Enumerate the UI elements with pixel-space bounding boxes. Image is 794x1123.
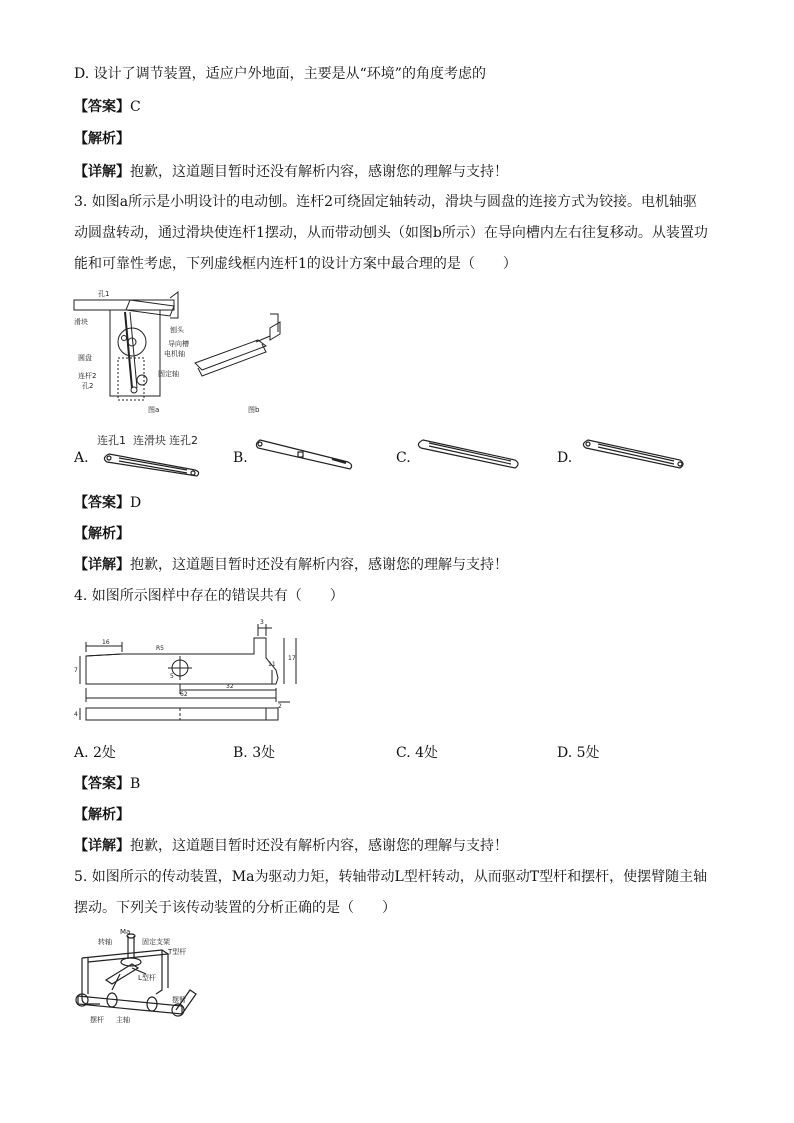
q5-figure xyxy=(72,928,202,1024)
answer-value: B xyxy=(130,776,141,792)
dim-32: 32 xyxy=(226,683,234,690)
fig-label-fixed-shaft: 固定轴 xyxy=(158,370,179,378)
dim-r5: R5 xyxy=(156,645,164,652)
q3-analysis-tag: 【解析】 xyxy=(74,526,130,542)
detail-tag: 【详解】 xyxy=(74,557,130,573)
dim-62: 62 xyxy=(180,691,188,698)
q3-answer-row xyxy=(74,493,141,513)
q3-option-b-label[interactable]: B. xyxy=(233,450,248,466)
dim-5: 5 xyxy=(170,673,174,680)
q4-detail-row xyxy=(74,836,508,856)
fig5-label-arm: 摆臂 xyxy=(172,996,186,1004)
fig-label-disc: 圆盘 xyxy=(78,354,92,362)
dim-2: 2 xyxy=(278,703,282,710)
answer-tag: 【答案】 xyxy=(74,99,130,115)
option-a-slider-label: 连滑块 xyxy=(133,434,166,447)
dim-7: 7 xyxy=(74,667,78,674)
answer-value: D xyxy=(130,495,142,511)
fig-label-hole1: 孔1 xyxy=(98,290,110,298)
fig-label-plane-head: 刨头 xyxy=(170,326,184,334)
fig5-label-ma: Ma xyxy=(120,928,131,936)
detail-tag: 【详解】 xyxy=(74,164,130,180)
fig-label-fig-b: 图b xyxy=(248,406,260,414)
option-a-hole2-label: 连孔2 xyxy=(169,434,198,447)
q3-detail-row xyxy=(74,555,508,575)
q3-figure-ab xyxy=(70,288,300,418)
fig-label-link2: 连杆2 xyxy=(78,372,97,380)
q4-option-b[interactable]: B. 3处 xyxy=(233,745,276,761)
q4-option-d[interactable]: D. 5处 xyxy=(557,745,600,761)
detail-tag: 【详解】 xyxy=(74,838,130,854)
q4-option-c[interactable]: C. 4处 xyxy=(396,745,439,761)
q5-stem-line2: 摆动。下列关于该传动装置的分析正确的是（ ） xyxy=(74,900,396,916)
q3-stem-line2: 动圆盘转动，通过滑块使连杆1摆动，从而带动刨头（如图b所示）在导向槽内左右往复移动。从装置功 xyxy=(74,225,708,241)
dim-3: 3 xyxy=(260,619,264,626)
q3-option-a-figure[interactable] xyxy=(95,430,205,480)
fig-label-guide-slot: 导向槽 xyxy=(168,340,189,348)
fig5-label-t-bar: T型杆 xyxy=(168,948,187,956)
dim-17: 17 xyxy=(288,655,296,662)
q4-answer-row xyxy=(74,774,140,794)
q2-option-d: D. 设计了调节装置，适应户外地面，主要是从“环境”的角度考虑的 xyxy=(74,66,486,82)
fig5-label-shaft: 转轴 xyxy=(98,938,112,946)
q3-option-b-figure[interactable] xyxy=(252,432,357,477)
fig5-label-swing-rod: 摆杆 xyxy=(90,1016,104,1024)
q2-answer-row xyxy=(74,97,141,117)
q3-option-c-label[interactable]: C. xyxy=(396,450,411,466)
dim-4: 4 xyxy=(74,711,78,718)
q4-drawing xyxy=(72,616,302,728)
q3-stem-line3: 能和可靠性考虑，下列虚线框内连杆1的设计方案中最合理的是（ ） xyxy=(74,256,517,272)
dim-11: 11 xyxy=(268,661,276,668)
fig-label-fig-a: 图a xyxy=(148,406,160,414)
detail-text: 抱歉，这道题目暂时还没有解析内容，感谢您的理解与支持！ xyxy=(130,838,508,854)
q4-stem: 4. 如图所示图样中存在的错误共有（ ） xyxy=(74,588,344,604)
answer-tag: 【答案】 xyxy=(74,495,130,511)
fig5-label-l-bar: L型杆 xyxy=(138,974,156,982)
dim-16: 16 xyxy=(102,639,110,646)
q4-option-a[interactable]: A. 2处 xyxy=(74,745,116,761)
fig5-label-main-shaft: 主轴 xyxy=(116,1016,130,1024)
detail-text: 抱歉，这道题目暂时还没有解析内容，感谢您的理解与支持！ xyxy=(130,164,508,180)
option-a-hole1-label: 连孔1 xyxy=(97,434,126,447)
q5-stem-line1: 5. 如图所示的传动装置，Ma为驱动力矩，转轴带动L型杆转动，从而驱动T型杆和摆杆，使摆臂随主轴 xyxy=(74,869,708,885)
fig-label-slider: 滑块 xyxy=(74,318,88,326)
answer-tag: 【答案】 xyxy=(74,776,130,792)
q4-analysis-tag: 【解析】 xyxy=(74,807,130,823)
q3-option-a-label[interactable]: A. xyxy=(74,450,89,466)
q3-option-d-figure[interactable] xyxy=(580,434,690,474)
detail-text: 抱歉，这道题目暂时还没有解析内容，感谢您的理解与支持！ xyxy=(130,557,508,573)
answer-value: C xyxy=(130,99,141,115)
q3-option-d-label[interactable]: D. xyxy=(557,450,573,466)
fig-label-motor-shaft: 电机轴 xyxy=(164,350,185,358)
q2-detail-row xyxy=(74,162,508,182)
fig-label-hole2: 孔2 xyxy=(82,382,94,390)
fig5-label-bracket: 固定支架 xyxy=(142,938,170,946)
q3-stem-line1: 3. 如图a所示是小明设计的电动刨。连杆2可绕固定轴转动，滑块与圆盘的连接方式为铰接。电机轴驱 xyxy=(74,194,698,210)
q2-analysis-tag: 【解析】 xyxy=(74,131,130,147)
q3-option-c-figure[interactable] xyxy=(415,434,525,474)
